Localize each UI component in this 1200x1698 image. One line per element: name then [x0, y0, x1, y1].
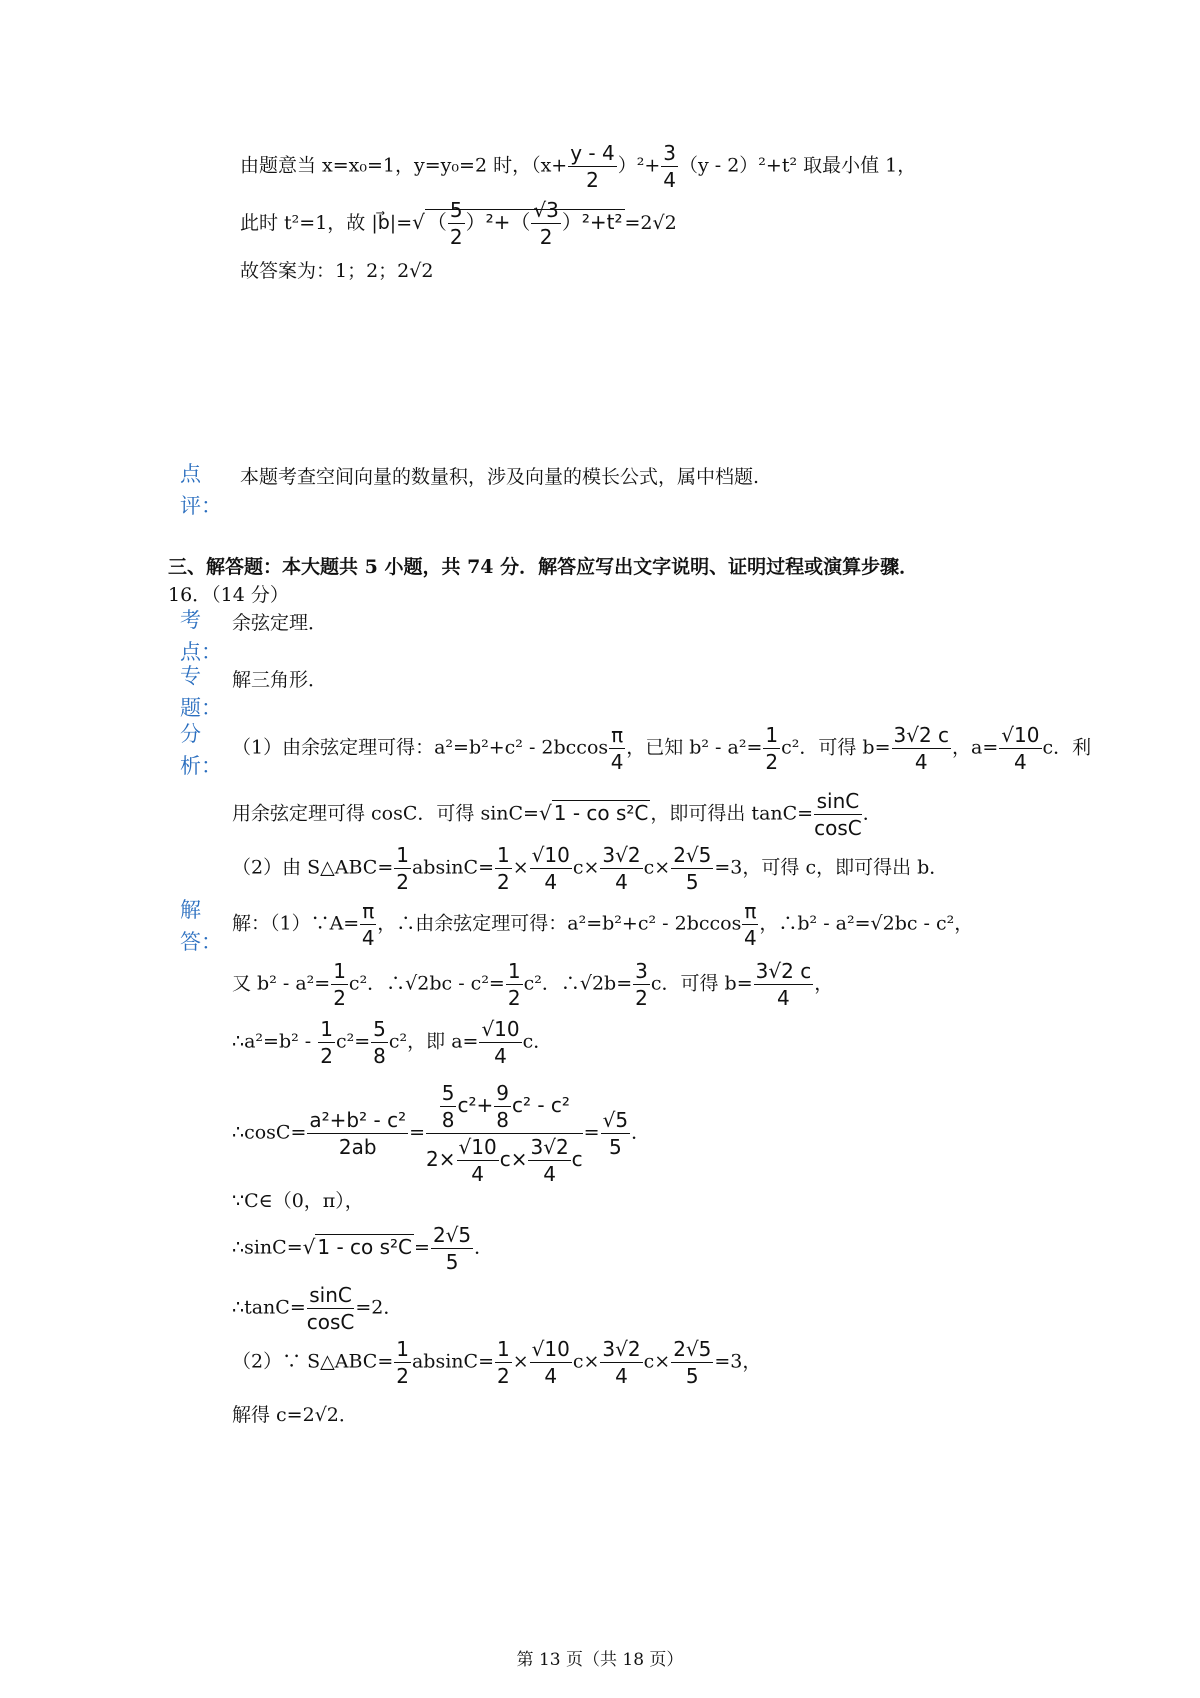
- top-line-2: [240, 197, 677, 250]
- jieda-label: [180, 894, 222, 958]
- label-char: 考: [180, 608, 201, 632]
- text-segment: =2．: [355, 1296, 403, 1319]
- label-char: 专: [180, 664, 201, 688]
- problem-number: 16．（14 分）: [168, 584, 289, 606]
- text-segment: c²，即 a=: [388, 1030, 479, 1053]
- text-segment: =2√2: [624, 212, 677, 234]
- fraction: [661, 140, 678, 193]
- label-char: 析：: [180, 754, 222, 778]
- text-segment: ，∴b² - a²=√2bc - c²，: [759, 912, 974, 935]
- text-segment: （2）∵ S△ABC=: [232, 1350, 394, 1373]
- top-line-1: [240, 140, 916, 193]
- text-segment: ，即可得出 tanC=: [650, 802, 814, 825]
- section-heading: 三、解答题：本大题共 5 小题，共 74 分．解答应写出文字说明、证明过程或演算步骤．: [168, 556, 919, 578]
- text-segment: absinC=: [411, 856, 494, 879]
- label-char: 分: [180, 722, 201, 746]
- text-segment: ∴sinC=: [232, 1236, 303, 1259]
- jieda-line-5: ∵C∈（0，π），: [232, 1190, 364, 1212]
- label-char: 评：: [180, 494, 222, 518]
- fenxi-line-1: （1）由余弦定理可得：a²=b²+c² - 2bccos $\frac{\pi}{4}$ ，已知 b² - a²= $\frac{1}{2}$ c²．可得 b= $\frac{3√2 c}{4}$ ，a= $\frac{√10}{4}$ c．利: [232, 723, 1092, 774]
- text-segment: 此时 t²=1，故 |b⃗|=: [240, 212, 413, 234]
- label-char: 解: [180, 898, 201, 922]
- text-segment: （1）由余弦定理可得：a²=b²+c² - 2bccos: [232, 736, 609, 759]
- denominator: 2: [586, 168, 599, 192]
- text-segment: ，已知 b² - a²=: [626, 736, 763, 759]
- text-segment: c²=: [335, 1030, 371, 1053]
- radical-expression: √ （ $\frac{5}{2}$ ）²+（ $\frac{√3}{2}$ ）²+t²: [412, 198, 623, 249]
- text-segment: c．: [522, 1030, 553, 1053]
- fenxi-line-2: 用余弦定理可得 cosC．可得 sinC=√ 1 - co s²C ，即可得出 tanC= $\frac{\sin C}{\cos C}$ ．: [232, 789, 882, 840]
- jieda-line-2: 又 b² - a²= $\frac{1}{2}$ c²．∴√2bc - c²= $\frac{1}{2}$ c²．∴√2b= $\frac{3}{2}$ c．可得 b= $\frac{3√2 c}{4}$ ，: [232, 959, 834, 1010]
- review-label: [180, 458, 222, 522]
- label-char: 答：: [180, 930, 222, 954]
- text-segment: ，a=: [952, 736, 999, 759]
- kaodian-label: [180, 604, 222, 668]
- jieda-line-8: （2）∵ S△ABC= $\frac{1}{2}$ absinC= $\frac{1}{2}$ × $\frac{√10}{4}$ c× $\frac{3√2}{4}$ c× $\frac{2√5}{5}$ =3，: [232, 1337, 762, 1388]
- text-segment: ）²+: [617, 154, 661, 177]
- text-segment: ∴tanC=: [232, 1296, 306, 1319]
- fenxi-line-3: （2）由 S△ABC= $\frac{1}{2}$ absinC= $\frac{1}{2}$ × $\frac{√10}{4}$ c× $\frac{3√2}{4}$ c× $\frac{2√5}{5}$ =3，可得 c，即可得出 b．: [232, 843, 949, 894]
- zhuanti-text: 解三角形．: [232, 669, 328, 691]
- jieda-line-6: ∴sinC=√ 1 - co s²C = $\frac{2√5}{5}$ ．: [232, 1223, 494, 1274]
- numerator: y - 4: [570, 141, 615, 165]
- text-segment: c²．可得 b=: [781, 736, 891, 759]
- text-segment: ∴a²=b² -: [232, 1030, 318, 1053]
- jieda-line-4: ∴cosC= $\frac{\text{a²+b² - c²}}{2ab}$ = $\frac{5}{8}$ c²+ $\frac{9}{8}$ c² - c² 2× $\frac{√10}{4}$ c× $\frac{3√2}{4}$ c = $\frac{√5}{5}$ ．: [232, 1081, 651, 1186]
- text-segment: =3，可得 c，即可得出 b．: [714, 856, 949, 879]
- text-segment: 用余弦定理可得 cosC．可得 sinC=: [232, 802, 539, 825]
- fenxi-label: [180, 718, 222, 782]
- text-segment: （y - 2）²+t² 取最小值 1，: [678, 154, 917, 177]
- text-segment: 又 b² - a²=: [232, 972, 331, 995]
- page-footer: 第 13 页（共 18 页）: [516, 1650, 684, 1670]
- label-char: 点：: [180, 640, 222, 664]
- numerator: 3: [663, 141, 676, 165]
- fraction: [568, 140, 617, 193]
- text-segment: c²．∴√2bc - c²=: [348, 972, 505, 995]
- label-char: 题：: [180, 696, 222, 720]
- text-segment: c．利: [1042, 736, 1092, 759]
- label-char: 点: [180, 462, 201, 486]
- review-text: 本题考查空间向量的数量积，涉及向量的模长公式，属中档题.: [240, 466, 760, 488]
- text-segment: ，∴由余弦定理可得：a²=b²+c² - 2bccos: [377, 912, 742, 935]
- text-segment: c．可得 b=: [650, 972, 753, 995]
- jieda-line-9: 解得 c=2√2．: [232, 1404, 358, 1426]
- jieda-line-1: 解：（1）∵A= $\frac{\pi}{4}$ ，∴由余弦定理可得：a²=b²+c² - 2bccos $\frac{\pi}{4}$ ，∴b² - a²=√2bc - c²，: [232, 899, 974, 950]
- text-segment: ∴cosC=: [232, 1121, 307, 1144]
- zhuanti-label: [180, 660, 222, 724]
- kaodian-text: 余弦定理．: [232, 612, 328, 634]
- denominator: 4: [663, 168, 676, 192]
- text-segment: 由题意当 x=x₀=1，y=y₀=2 时，（x+: [240, 154, 568, 177]
- text-segment: c²．∴√2b=: [523, 972, 633, 995]
- text-segment: =3，: [714, 1350, 762, 1373]
- text-segment: absinC=: [411, 1350, 494, 1373]
- text-segment: 解：（1）∵A=: [232, 912, 360, 935]
- jieda-line-3: ∴a²=b² - $\frac{1}{2}$ c²= $\frac{5}{8}$ c²，即 a= $\frac{√10}{4}$ c．: [232, 1017, 553, 1068]
- text-segment: （2）由 S△ABC=: [232, 856, 394, 879]
- jieda-line-7: ∴tanC= $\frac{\sin C}{\cos C}$ =2．: [232, 1283, 403, 1334]
- top-line-3: 故答案为：1；2；2√2: [240, 260, 434, 282]
